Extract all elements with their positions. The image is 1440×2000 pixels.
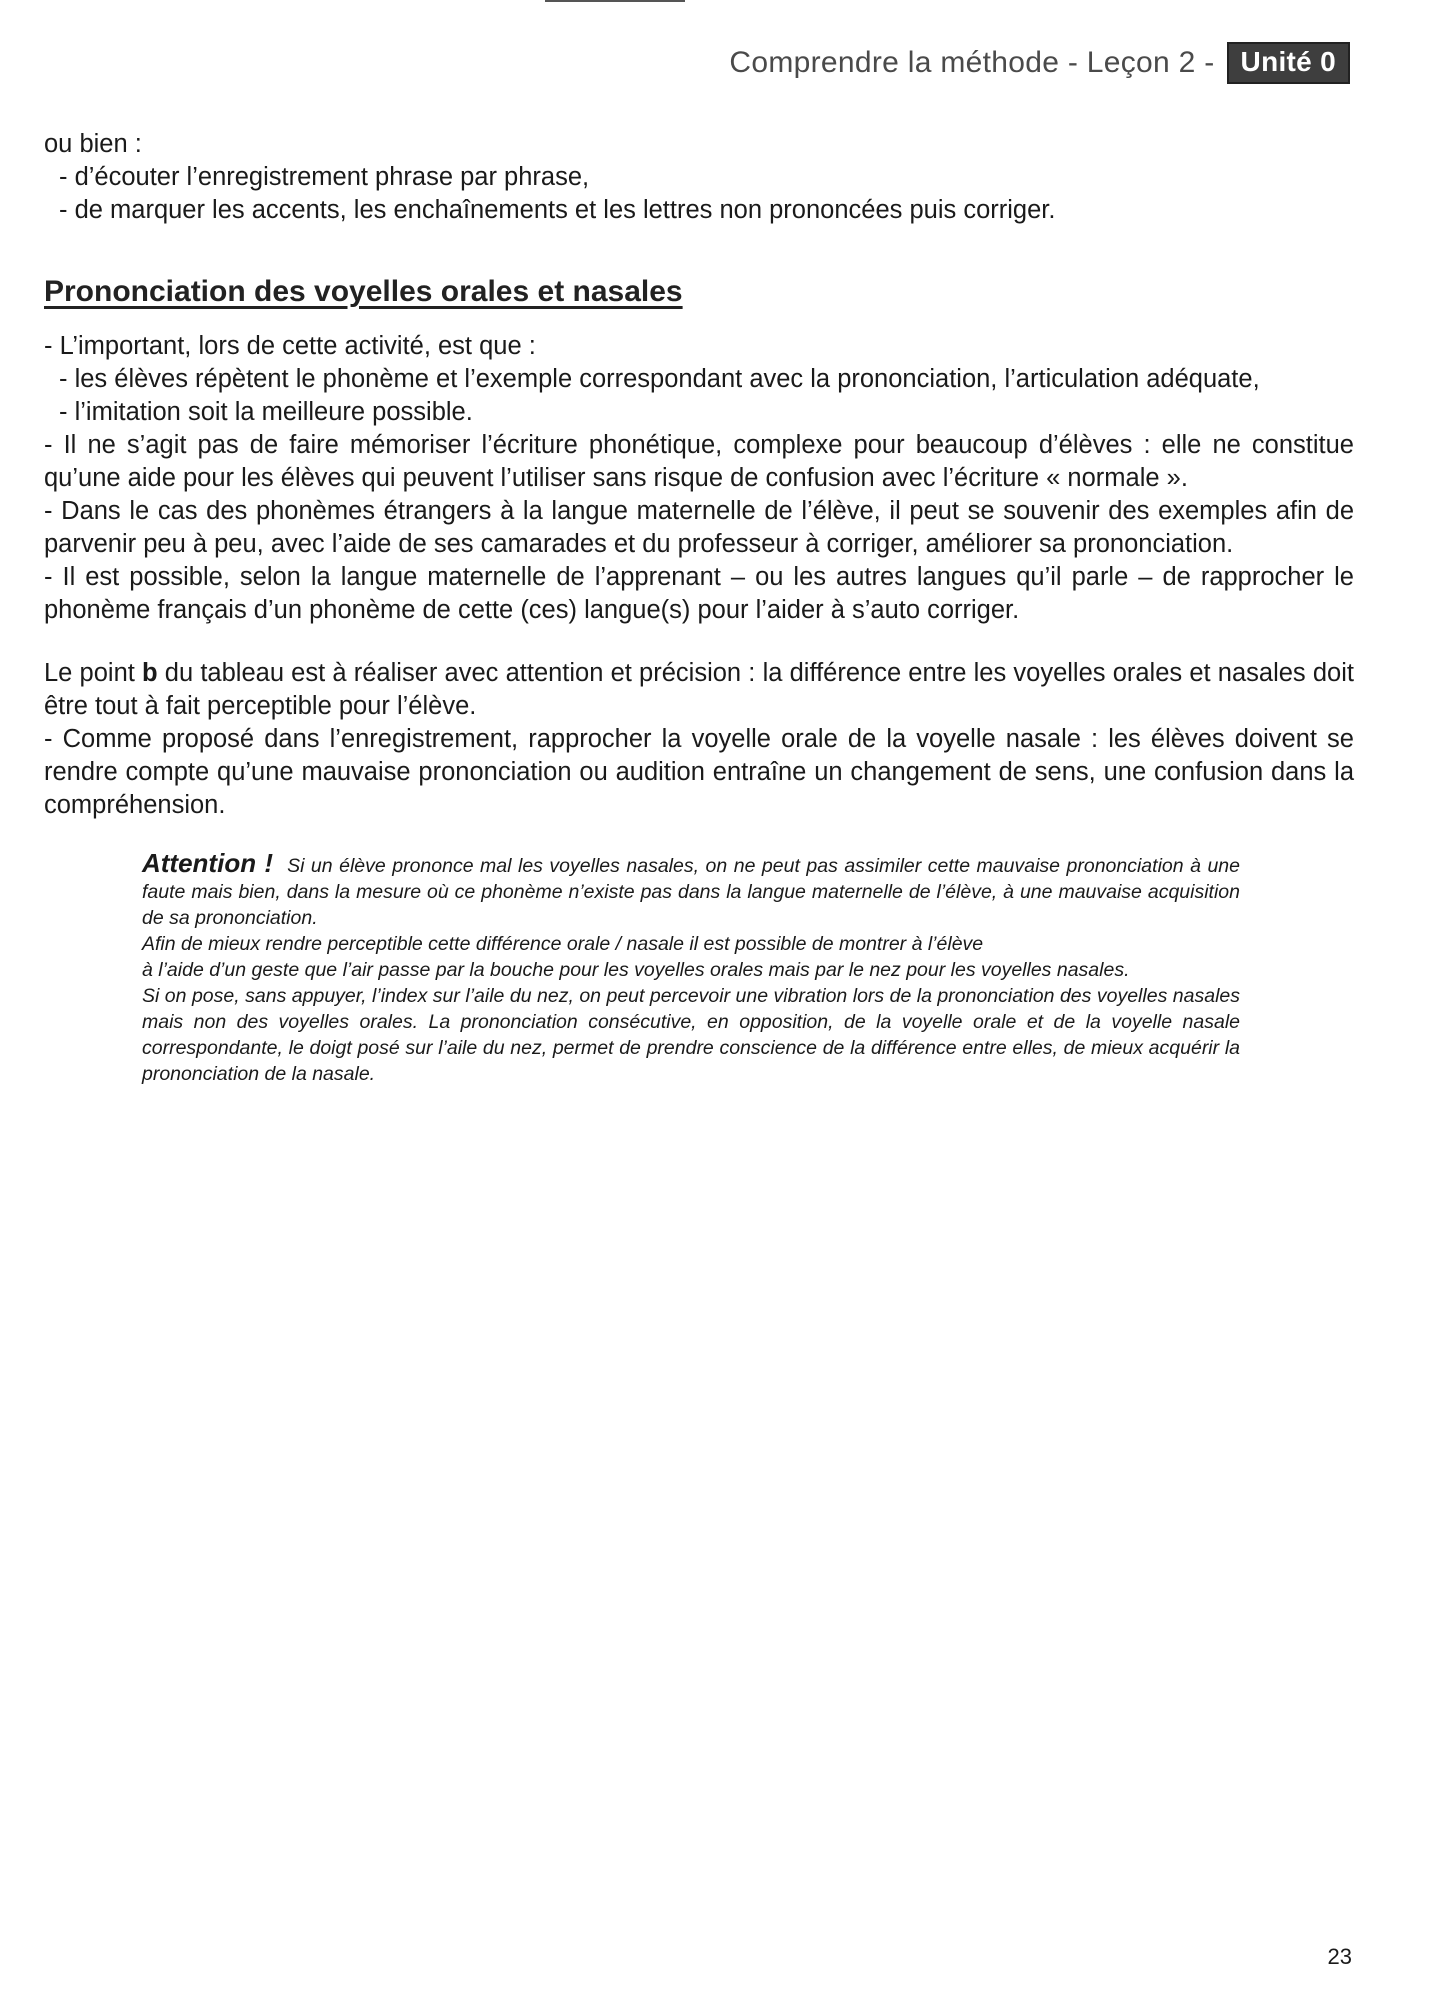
section-line-6: - Il est possible, selon la langue maternelle de l’apprenant – ou les autres langues qu’il parle – de rapprocher le phonème français d’un phonème de cette (ces) langue(s) pour l’aider à s’auto corriger.	[44, 563, 1354, 624]
attention-first-text: Si un élève prononce mal les voyelles nasales, on ne peut pas assimiler cette mauvaise prononciation à une faute mais bien, dans la mesure où ce phonème n’existe pas dans la langue maternelle de l’élève, à une mauvaise acquisition de sa prononciation.	[142, 855, 1240, 929]
attention-second-a: Afin de mieux rendre perceptible cette différence orale / nasale il est possible de montrer à l’élève	[142, 933, 984, 955]
attention-label: Attention !	[142, 848, 274, 878]
section-line-3: - l’imitation soit la meilleure possible.	[59, 398, 473, 426]
section-line-5: - Dans le cas des phonèmes étrangers à la langue maternelle de l’élève, il peut se souvenir des exemples afin de parvenir peu à peu, avec l’aide de ses camarades et du professeur à corriger, améliorer sa prononciation.	[44, 497, 1354, 558]
point-b-after: du tableau est à réaliser avec attention et précision : la différence entre les voyelles orales et nasales doit être tout à fait perceptible pour l’élève.	[44, 659, 1354, 720]
point-b-paragraph	[44, 657, 1354, 723]
point-b-bold: b	[142, 659, 158, 687]
header-title: Comprendre la méthode - Leçon 2 -	[729, 46, 1215, 79]
attention-box	[142, 850, 1240, 1087]
attention-first-paragraph	[142, 850, 1240, 931]
intro-item-2: - de marquer les accents, les enchaînements et les lettres non prononcées puis corriger.	[59, 196, 1056, 224]
attention-third: Si on pose, sans appuyer, l’index sur l’aile du nez, on peut percevoir une vibration lors de la prononciation des voyelles nasales mais non des voyelles orales. La prononciation consécutive, en opposition, de la voyelle orale et de la voyelle nasale correspondante, le doigt posé sur l’aile du nez, permet de prendre conscience de la différence entre elles, de mieux acquérir la prononciation de la nasale.	[142, 985, 1240, 1085]
unit-badge: Unité 0	[1227, 42, 1350, 84]
intro-line: ou bien :	[44, 130, 142, 158]
page-number: 23	[1327, 1944, 1352, 1969]
section-title: Prononciation des voyelles orales et nasales	[44, 275, 683, 308]
attention-second-b: à l’aide d’un geste que l’air passe par la bouche pour les voyelles orales mais par le nez pour les voyelles nasales.	[142, 959, 1130, 981]
top-rule	[545, 0, 685, 2]
page-header	[729, 42, 1350, 84]
point-b-before: Le point	[44, 659, 143, 687]
section-line-1: - L’important, lors de cette activité, est que :	[44, 332, 536, 360]
section-line-4: - Il ne s’agit pas de faire mémoriser l’écriture phonétique, complexe pour beaucoup d’élèves : elle ne constitue qu’une aide pour les élèves qui peuvent l’utiliser sans risque de confusion avec l’écriture « normale ».	[44, 431, 1354, 492]
main-content	[44, 128, 1354, 822]
intro-item-1: - d’écouter l’enregistrement phrase par phrase,	[59, 163, 590, 191]
section-line-2: - les élèves répètent le phonème et l’exemple correspondant avec la prononciation, l’articulation adéquate,	[59, 365, 1260, 393]
comme-paragraph: - Comme proposé dans l’enregistrement, rapprocher la voyelle orale de la voyelle nasale : les élèves doivent se rendre compte qu’une mauvaise prononciation ou audition entraîne un changement de sens, une confusion dans la compréhension.	[44, 725, 1354, 819]
